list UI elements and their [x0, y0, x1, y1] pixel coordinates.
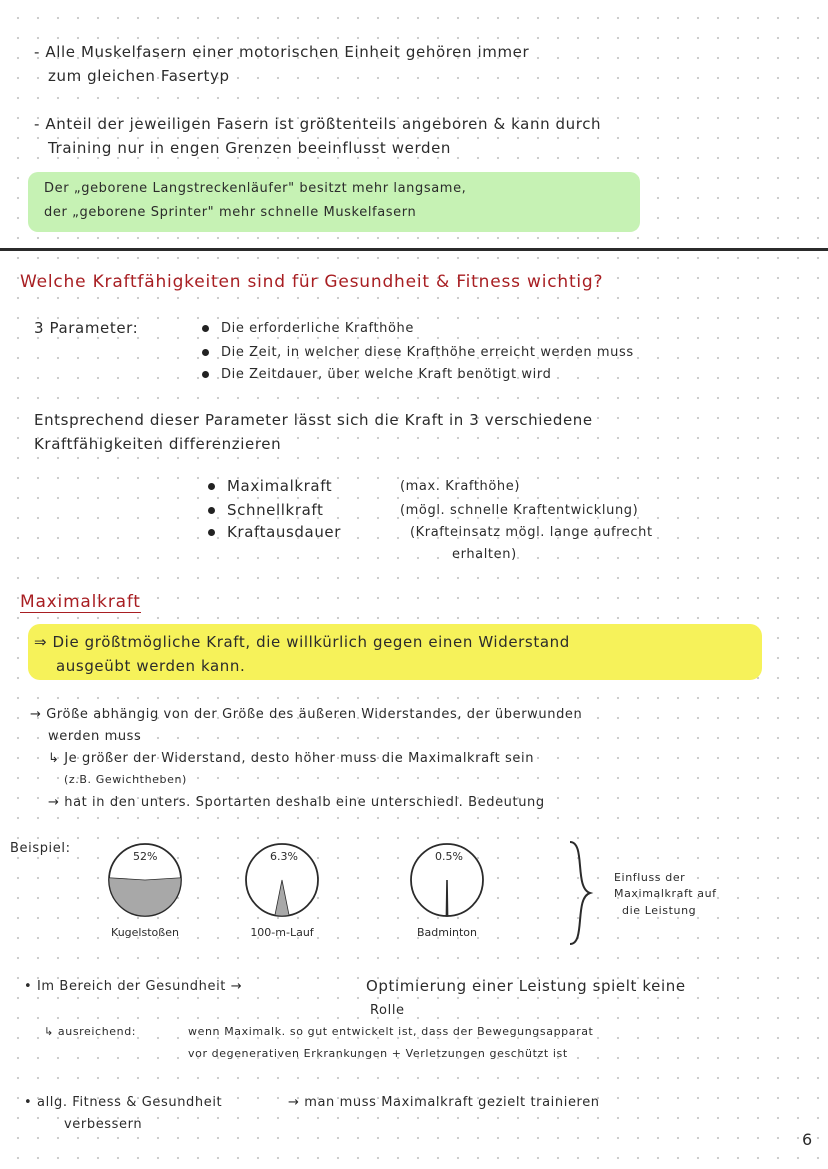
influence-line1: Einfluss der	[614, 871, 686, 884]
curly-brace	[560, 838, 600, 948]
example-label: Beispiel:	[10, 841, 71, 856]
ability-name: Schnellkraft	[227, 501, 324, 519]
differentiation-line2: Kraftfähigkeiten differenzieren	[34, 435, 282, 453]
note-muscle-line2b: Training nur in engen Grenzen beeinflusst werden	[48, 139, 452, 157]
green-note-line2: der „geborene Sprinter" mehr schnelle Muskelfasern	[44, 205, 417, 220]
bullet-dot	[202, 349, 209, 356]
ability-desc-extra: erhalten)	[452, 547, 517, 562]
bullet-dot	[202, 371, 209, 378]
page-number: 6	[802, 1130, 813, 1149]
ability-item	[208, 522, 341, 542]
differentiation-line1: Entsprechend dieser Parameter lässt sich die Kraft in 3 verschiedene	[34, 411, 593, 429]
pie-category-label: 100-m-Lauf	[250, 926, 314, 939]
ability-item	[208, 476, 332, 496]
pie-value-label: 6.3%	[270, 850, 298, 863]
pie-category-label: Kugelstoßen	[111, 926, 179, 939]
parameter-text: Die erforderliche Krafthöhe	[221, 321, 414, 336]
definition-line1: ⇒ Die größtmögliche Kraft, die willkürlich gegen einen Widerstand	[34, 633, 570, 651]
health-line1b: Optimierung einer Leistung spielt keine	[366, 977, 686, 995]
influence-line3: die Leistung	[622, 904, 697, 917]
ability-item	[208, 500, 324, 520]
parameter-item	[202, 344, 634, 362]
fitness-line1b: → man muss Maximalkraft gezielt trainieren	[288, 1095, 600, 1110]
parameter-item	[202, 366, 551, 384]
bullet-dot	[208, 507, 215, 514]
definition-line2: ausgeübt werden kann.	[56, 657, 246, 675]
question-heading: Welche Kraftfähigkeiten sind für Gesundheit & Fitness wichtig?	[20, 272, 604, 292]
influence-line2: Maximalkraft auf	[614, 887, 717, 900]
ability-name: Kraftausdauer	[227, 523, 342, 541]
parameter-text: Die Zeit, in welcher diese Krafthöhe erreicht werden muss	[221, 345, 634, 360]
pie-category-label: Badminton	[416, 926, 478, 939]
parameters-label: 3 Parameter:	[34, 319, 139, 337]
parameter-text: Die Zeitdauer, über welche Kraft benötigt wird	[221, 367, 552, 382]
health-line1a: • Im Bereich der Gesundheit →	[24, 979, 243, 994]
section-divider	[0, 248, 828, 251]
dependency-line5: → hat in den unters. Sportarten deshalb eine unterschiedl. Bedeutung	[48, 795, 545, 810]
note-muscle-line2a: - Anteil der jeweiligen Fasern ist größtenteils angeboren & kann durch	[34, 115, 602, 133]
pie-slice	[446, 880, 447, 916]
pie-value-label: 52%	[133, 850, 158, 863]
health-line1c: Rolle	[370, 1003, 405, 1018]
note-muscle-line1a: - Alle Muskelfasern einer motorischen Einheit gehören immer	[34, 43, 530, 61]
dependency-line1: → Größe abhängig von der Größe des äußeren Widerstandes, der überwunden	[30, 707, 583, 722]
dependency-line4: (z.B. Gewichtheben)	[64, 773, 187, 786]
parameter-item	[202, 320, 414, 338]
curly-brace-stroke	[570, 842, 590, 944]
pie-value-label: 0.5%	[435, 850, 463, 863]
bullet-dot	[208, 529, 215, 536]
pie-slice	[109, 878, 181, 916]
ability-desc: (mögl. schnelle Kraftentwicklung)	[400, 503, 639, 518]
health-line2c: vor degenerativen Erkrankungen + Verletzungen geschützt ist	[188, 1047, 568, 1060]
health-line2b: wenn Maximalk. so gut entwickelt ist, dass der Bewegungsapparat	[188, 1025, 594, 1038]
ability-desc: (Krafteinsatz mögl. lange aufrecht	[410, 525, 653, 540]
note-muscle-line1b: zum gleichen Fasertyp	[48, 67, 230, 85]
green-note-line1: Der „geborene Langstreckenläufer" besitzt mehr langsame,	[44, 181, 467, 196]
health-line2a: ↳ ausreichend:	[44, 1025, 137, 1038]
ability-name: Maximalkraft	[227, 477, 333, 495]
dependency-line2: werden muss	[48, 729, 142, 744]
fitness-line2: verbessern	[64, 1117, 143, 1132]
dependency-line3: ↳ Je größer der Widerstand, desto höher muss die Maximalkraft sein	[48, 751, 535, 766]
fitness-line1a: • allg. Fitness & Gesundheit	[24, 1095, 223, 1110]
bullet-dot	[202, 325, 209, 332]
maximalkraft-heading: Maximalkraft	[20, 592, 141, 612]
ability-desc: (max. Krafthöhe)	[400, 479, 521, 494]
bullet-dot	[208, 483, 215, 490]
